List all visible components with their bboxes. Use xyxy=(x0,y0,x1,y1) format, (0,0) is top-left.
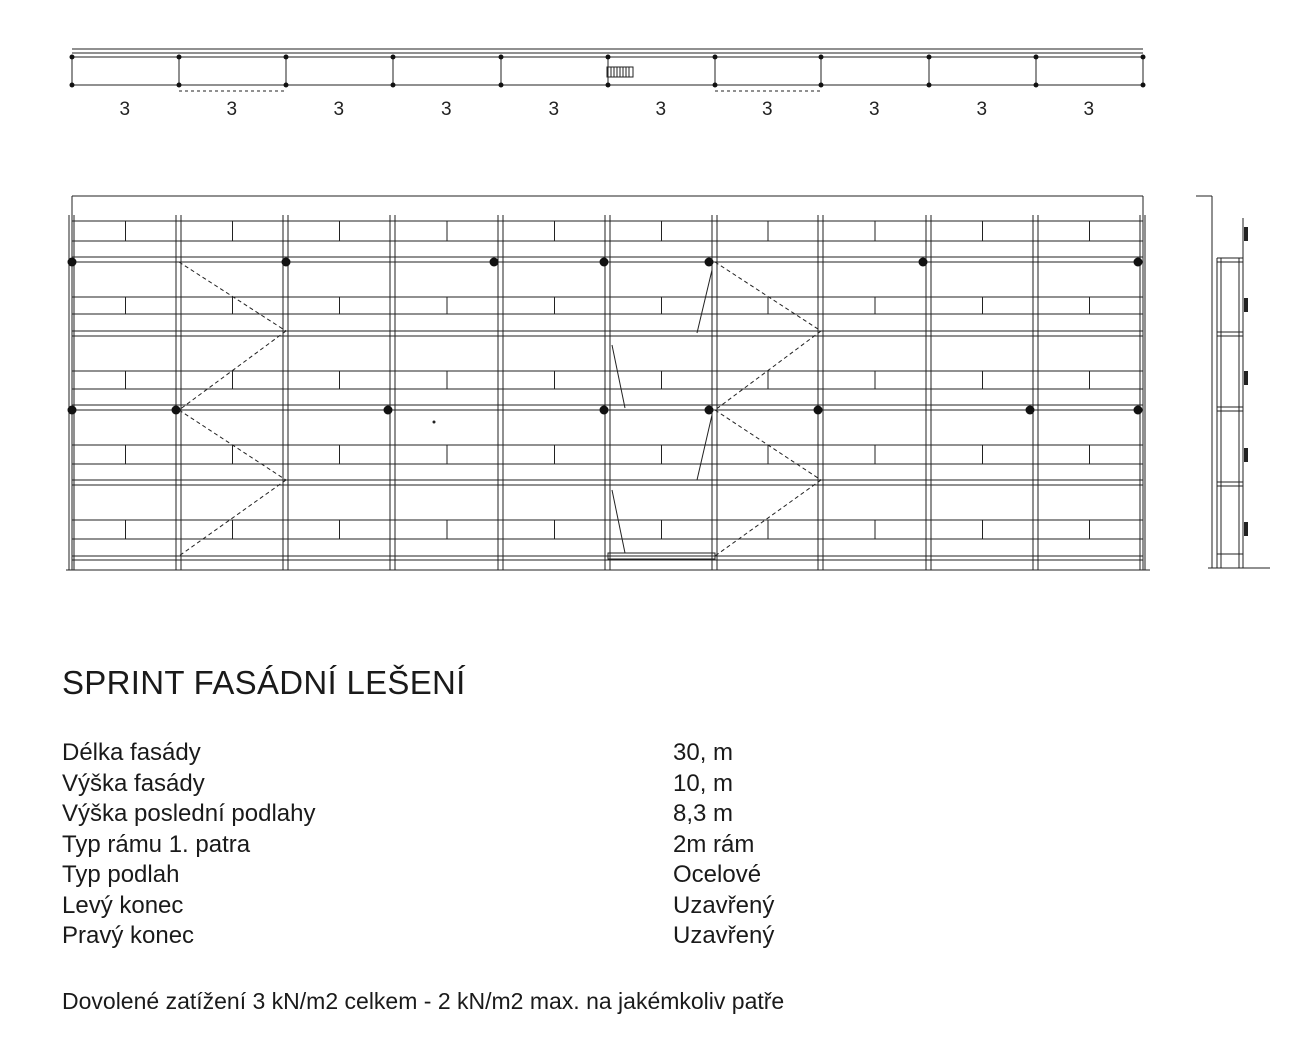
spec-row xyxy=(62,860,822,891)
spec-value: 30, m xyxy=(673,739,734,766)
wall-anchor xyxy=(490,258,499,267)
spec-row xyxy=(62,830,822,861)
plan-node xyxy=(606,83,611,88)
ladder xyxy=(697,415,712,480)
spec-label: Výška poslední podlahy xyxy=(62,800,316,827)
spec-value: 2m rám xyxy=(673,830,755,858)
wall-anchor xyxy=(1134,258,1143,267)
bay-label: 3 xyxy=(976,99,988,120)
wall-anchor xyxy=(600,258,609,267)
spec-row xyxy=(62,738,822,769)
bay-label: 3 xyxy=(119,99,131,120)
drawing-title: SPRINT FASÁDNÍ LEŠENÍ xyxy=(62,664,466,701)
ladder xyxy=(697,270,712,333)
ladder xyxy=(612,345,625,408)
bay-label: 3 xyxy=(548,99,560,120)
bay-label: 3 xyxy=(655,99,667,120)
plan-node xyxy=(70,55,75,60)
plan-node xyxy=(284,83,289,88)
plan-node xyxy=(1141,83,1146,88)
bay-label: 3 xyxy=(333,99,345,120)
spec-label: Levý konec xyxy=(62,891,184,919)
speck xyxy=(433,421,436,424)
ladder xyxy=(612,490,625,553)
plan-node xyxy=(819,83,824,88)
plan-view xyxy=(70,49,1146,120)
plan-node xyxy=(1141,55,1146,60)
wall-anchor xyxy=(1134,406,1143,415)
spec-value: Uzavřený xyxy=(673,922,775,949)
spec-label: Typ rámu 1. patra xyxy=(62,830,251,858)
spec-value: 8,3 m xyxy=(673,800,734,827)
wall-anchor xyxy=(600,406,609,415)
spec-row xyxy=(62,921,822,952)
side-view xyxy=(1196,196,1270,568)
plan-node xyxy=(713,83,718,88)
elevation-view xyxy=(66,196,1150,570)
spec-label: Výška fasády xyxy=(62,769,205,797)
plan-node xyxy=(1034,83,1039,88)
bay-label: 3 xyxy=(1083,99,1095,120)
side-anchor xyxy=(1244,448,1248,462)
spec-row xyxy=(62,799,822,830)
plan-node xyxy=(70,83,75,88)
plan-node xyxy=(284,55,289,60)
spec-row xyxy=(62,891,822,922)
plan-node xyxy=(927,83,932,88)
wall-anchor xyxy=(68,406,77,415)
plan-node xyxy=(927,55,932,60)
wall-anchor xyxy=(68,258,77,267)
bay-label: 3 xyxy=(441,99,452,120)
plan-node xyxy=(499,55,504,60)
wall-anchor xyxy=(814,406,823,415)
bay-label: 3 xyxy=(762,99,773,120)
diagonal-brace xyxy=(715,480,821,556)
side-anchor xyxy=(1244,522,1248,536)
plan-node xyxy=(1034,55,1039,60)
side-anchor xyxy=(1244,371,1248,385)
wall-anchor xyxy=(282,258,291,267)
plan-node xyxy=(391,55,396,60)
wall-anchor xyxy=(705,258,714,267)
wall-anchor xyxy=(384,406,393,415)
plan-node xyxy=(177,55,182,60)
plan-node xyxy=(177,83,182,88)
spec-value: Ocelové xyxy=(673,861,762,888)
diagonal-brace xyxy=(179,480,286,556)
spec-label: Typ podlah xyxy=(62,861,180,888)
plan-node xyxy=(819,55,824,60)
spec-label: Délka fasády xyxy=(62,739,201,766)
plan-node xyxy=(499,83,504,88)
wall-anchor xyxy=(705,406,714,415)
spec-row xyxy=(62,769,822,800)
spec-list xyxy=(62,738,822,952)
bay-label: 3 xyxy=(869,99,880,120)
spec-value: 10, m xyxy=(673,769,734,797)
side-anchor xyxy=(1244,227,1248,241)
plan-node xyxy=(606,55,611,60)
bay-label: 3 xyxy=(226,99,238,120)
plan-node xyxy=(713,55,718,60)
load-note: Dovolené zatížení 3 kN/m2 celkem - 2 kN/m2 max. na jakémkoliv patře xyxy=(62,988,785,1014)
spec-value: Uzavřený xyxy=(673,891,775,919)
plan-node xyxy=(391,83,396,88)
side-anchor xyxy=(1244,298,1248,312)
wall-anchor xyxy=(1026,406,1035,415)
wall-anchor xyxy=(919,258,928,267)
spec-label: Pravý konec xyxy=(62,922,195,949)
